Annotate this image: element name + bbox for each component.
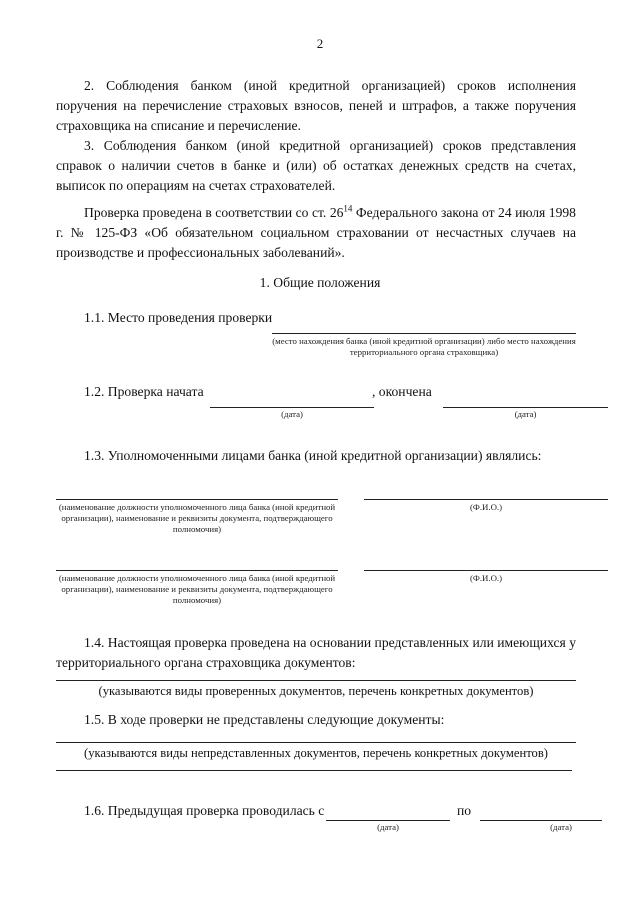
- previous-check-to-field[interactable]: [480, 820, 602, 821]
- documents-field[interactable]: [56, 680, 576, 681]
- place-field[interactable]: [272, 333, 576, 334]
- representative-name-caption-1: (Ф.И.О.): [469, 502, 503, 512]
- check-start-date-field[interactable]: [210, 407, 374, 408]
- missing-documents-label: 1.5. В ходе проверки не представлены следующие документы:: [84, 712, 445, 727]
- representative-position-field-2[interactable]: [56, 570, 338, 571]
- paragraph-legal-basis: [56, 203, 576, 263]
- representative-position-field-1[interactable]: [56, 499, 338, 500]
- section-title: 1. Общие положения: [259, 275, 381, 290]
- article-superscript: 14: [343, 203, 353, 214]
- missing-documents-field[interactable]: [56, 742, 576, 743]
- previous-check-to-label: по: [457, 803, 472, 818]
- representative-name-field-1[interactable]: [364, 499, 608, 500]
- previous-check-to-caption: (дата): [550, 822, 572, 832]
- documents-label: 1.4. Настоящая проверка проведена на основании представленных или имеющихся у территориального органа страховщика документов:: [56, 635, 576, 670]
- representative-position-caption-1: (наименование должности уполномоченного лица банка (иной кредитной организации), наименование и реквизиты документа, подтверждающего полномочия): [58, 502, 336, 534]
- paragraph-3: 3. Соблюдения банком (иной кредитной организацией) сроков представления справок о наличии счетов в банке и (или) об остатках денежных средств на счетах, выписок по операциям на счетах страхователей.: [56, 138, 576, 193]
- previous-check-from-field[interactable]: [326, 820, 450, 821]
- representatives-label: 1.3. Уполномоченными лицами банка (иной кредитной организации) являлись:: [84, 448, 542, 463]
- page-number: 2: [316, 36, 324, 51]
- legal-basis-text-start: Проверка проведена в соответствии со ст. 26: [84, 205, 344, 220]
- representative-position-caption-2: (наименование должности уполномоченного лица банка (иной кредитной организации), наименование и реквизиты документа, подтверждающего полномочия): [58, 573, 336, 605]
- check-end-date-caption: (дата): [514, 409, 537, 419]
- check-start-date-caption: (дата): [281, 409, 303, 419]
- representative-name-caption-2: (Ф.И.О.): [469, 573, 503, 583]
- place-label: 1.1. Место проведения проверки: [84, 310, 273, 325]
- previous-check-label: 1.6. Предыдущая проверка проводилась с: [84, 803, 325, 818]
- place-caption: (место нахождения банка (иной кредитной организации) либо место нахождения территориального органа страховщика): [272, 336, 576, 357]
- missing-documents-caption: (указываются виды непредставленных документов, перечень конкретных документов): [84, 746, 548, 760]
- paragraph-2: 2. Соблюдения банком (иной кредитной организацией) сроков исполнения поручения на перечисление страховых взносов, пеней и штрафов, а также поручения страховщика на списание и перечисление.: [56, 78, 576, 133]
- legal-basis-text-end: Федерального закона от 24 июля 1998 г. № 125-ФЗ «Об обязательном социальном страховании от несчастных случаев на производстве и профессиональных заболеваний».: [56, 205, 576, 260]
- check-end-label: , окончена: [372, 384, 432, 399]
- documents-caption: (указываются виды проверенных документов, перечень конкретных документов): [98, 684, 534, 698]
- previous-check-from-caption: (дата): [377, 822, 399, 832]
- check-start-label: 1.2. Проверка начата: [84, 384, 204, 399]
- representative-name-field-2[interactable]: [364, 570, 608, 571]
- missing-documents-field-extra[interactable]: [56, 770, 572, 771]
- check-end-date-field[interactable]: [443, 407, 608, 408]
